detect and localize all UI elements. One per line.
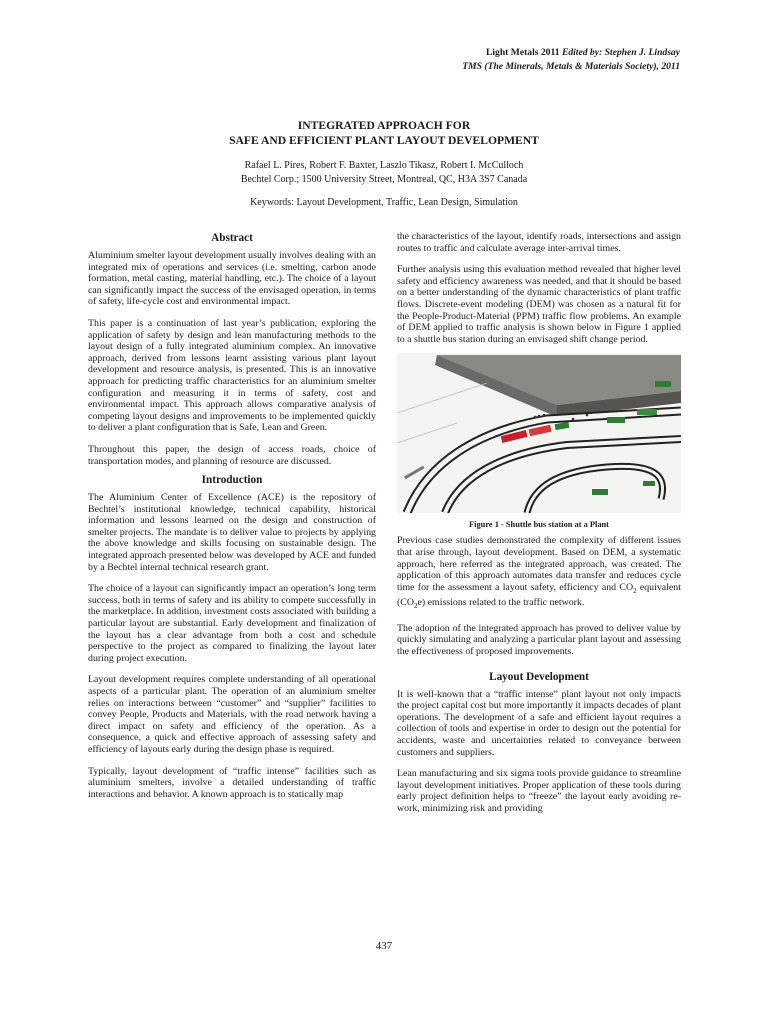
person-4: [572, 418, 575, 421]
header-proceedings: Light Metals 2011: [485, 47, 560, 58]
title-line-2: SAFE AND EFFICIENT PLANT LAYOUT DEVELOPMENT: [229, 134, 539, 147]
right-paragraph-4: The adoption of the integrated approach has proved to deliver value by quickly simulating and analyzing a particular plant layout and assessing the effectiveness of proposed improvements.: [397, 622, 681, 658]
person-2: [538, 415, 541, 418]
right-paragraph-1: the characteristics of the layout, identify roads, intersections and assign routes to traffic and calculate average inter-arrival times.: [397, 231, 681, 254]
journal-header: [462, 46, 680, 74]
title-line-1: INTEGRATED APPROACH FOR: [297, 119, 471, 132]
right-column: [397, 231, 681, 815]
vehicle-green-6: [643, 481, 655, 486]
paper-title: [0, 118, 768, 148]
page-number: 437: [375, 940, 393, 952]
layout-development-paragraph-2: Lean manufacturing and six sigma tools provide guidance to streamline layout development initiatives. Proper application of these tools during early project definition helps to “freeze” the layout early avoiding re-work, minimizing risk and providing: [397, 768, 681, 814]
right-paragraph-3-part-c: e) emissions related to the traffic network.: [417, 597, 585, 609]
header-line-2: TMS (The Minerals, Metals & Materials Society), 2011: [462, 61, 680, 72]
introduction-heading: Introduction: [201, 474, 263, 487]
abstract-heading: Abstract: [211, 232, 253, 244]
author-affiliation: Bechtel Corp.; 1500 University Street, Montreal, QC, H3A 3S7 Canada: [240, 174, 528, 185]
header-line-1: [462, 46, 680, 60]
layout-development-paragraph-1: It is well-known that a “traffic intense” plant layout not only impacts the project capital cost but more importantly it impacts decades of plant operations. The development of a safe and efficient layout requires a collection of tools and expertise in order to design out the potential for accidents, waste and uncertainties related to conveyance between customers and suppliers.: [397, 688, 681, 758]
co2-subscript-1: 2: [633, 586, 637, 595]
figure-1-caption: Figure 1 - Shuttle bus station at a Plant: [469, 520, 609, 530]
abstract-paragraph-1: Aluminium smelter layout development usually involves dealing with an integrated mix of operations and services (i.e. smelting, carbon anode formation, metal casting, material handling, etc.). The choice of a layout can significantly impact the success of the envisaged operation, in terms of safety, life-cycle cost and environmental impact.: [88, 250, 376, 308]
right-paragraph-2: Further analysis using this evaluation method revealed that higher level safety and efficiency awareness was needed, and that it should be based on a better understanding of the dynamic characteristics of plant traffic flows. Discrete-event modeling (DEM) was chosen as a natural fit for the People-Product-Material (PPM) traffic flow problems. An example of DEM applied to traffic analysis is shown below in Figure 1 applied to a shuttle bus station during an envisaged shift change period.: [397, 264, 681, 345]
header-editor: Edited by: Stephen J. Lindsay: [561, 47, 680, 58]
figure-1-illustration: [397, 353, 681, 513]
right-paragraph-3-part-b: equivalent (CO: [397, 581, 681, 609]
introduction-paragraph-4: Typically, layout development of “traffic intense” facilities such as aluminium smelters, involve a detailed understanding of traffic interactions and behavior. A known approach is to statically map: [88, 765, 376, 800]
keywords: Keywords: Layout Development, Traffic, Lean Design, Simulation: [250, 197, 518, 208]
vehicle-green-2: [607, 417, 625, 423]
abstract-paragraph-3: Throughout this paper, the design of access roads, choice of transportation modes, and planning of resource are discussed.: [88, 443, 376, 467]
author-names: Rafael L. Pires, Robert F. Baxter, Laszlo Tikasz, Robert I. McCulloch: [244, 160, 524, 171]
person-5: [586, 414, 589, 417]
person-3: [543, 414, 546, 417]
vehicle-green-4: [655, 381, 671, 387]
right-paragraph-3: [397, 535, 681, 613]
abstract-paragraph-2: This paper is a continuation of last year’s publication, exploring the application of safety by design and lean manufacturing methods to the layout design of a fully integrated aluminium complex. An innovative approach, derived from lessons learnt assisting various plant layout development and resource analysis, is presented. This is an innovative approach for predicting traffic characteristics for an aluminium smelter configuration and measuring it in terms of safety, cost and environmental impact. This approach allows comparative analysis of competing layout designs and improvements to be implemented quickly to deliver a plant configuration that is Safe, Lean and Green.: [88, 317, 376, 434]
introduction-paragraph-1: The Aluminium Center of Excellence (ACE) is the repository of Bechtel’s institutional knowledge, technical capability, historical information and lessons learned on the design and construction of smelter projects. The mandate is to deliver value to projects by applying the above knowledge and skills focusing on sustainable design. The integrated approach presented below was developed by ACE and funded by a Bechtel internal technical research grant.: [88, 492, 376, 573]
introduction-paragraph-3: Layout development requires complete understanding of all operational aspects of a particular plant. The operation of an aluminium smelter relies on interactions between “customer” and “supplier” facilities to convey People, Products and Materials, with the road network having a direct impact on safety and efficiency of the operation. As a consequence, a quick and effective approach of assessing safety and efficiency of layouts early during the design phase is required.: [88, 674, 376, 755]
vehicle-green-5: [592, 489, 608, 495]
figure-1-shuttle-bus-station: [397, 353, 681, 513]
person-1: [534, 416, 537, 419]
vehicle-green-3: [637, 409, 657, 415]
right-paragraph-3-part-a: Previous case studies demonstrated the complexity of different issues that arise through, layout development. Based on DEM, a systematic approach, here referred as the integrated approach, was created. The application of this approach automates data transfer and reduces cycle time for the assessment a layout safety, efficiency and CO: [397, 535, 681, 593]
left-column: [88, 231, 376, 800]
author-block: [0, 159, 768, 187]
layout-development-heading: Layout Development: [489, 670, 589, 683]
introduction-paragraph-2: The choice of a layout can significantly impact an operation’s long term success, both in terms of safety and its ability to compete successfully in the marketplace. In addition, investment costs associated with building a particular layout are substantial. Early development and finalization of the layout has a clear advantage from both a cost and schedule perspective to the project as compared to finalizing the layout later during project execution.: [88, 583, 376, 664]
co2-subscript-2: 2: [414, 602, 418, 611]
